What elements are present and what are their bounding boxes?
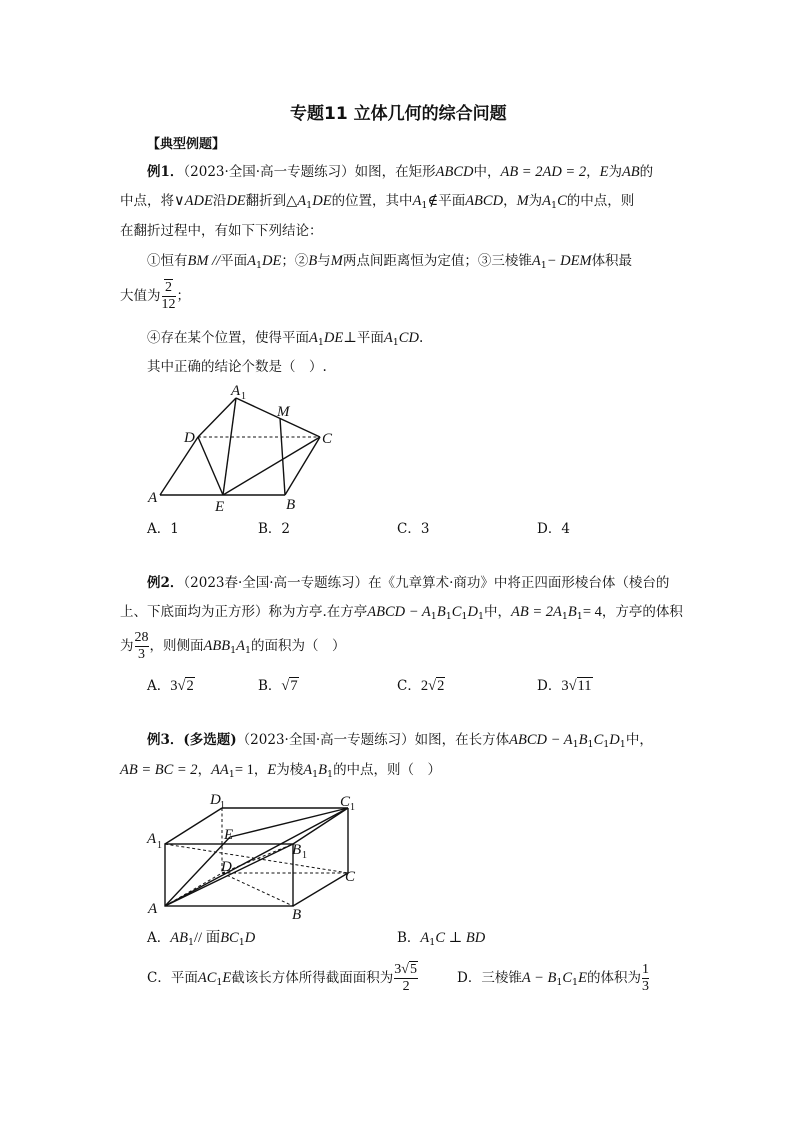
math: ∉ xyxy=(427,193,439,209)
math: AA xyxy=(211,762,229,778)
math: 3 xyxy=(170,678,178,694)
ex1-line2: 中点，将∨ADE沿DE翻折到$\triangle A_1DE$的位置，其中$A_1\notin$平面ABCD，M为$A_1C$的中点，则 xyxy=(120,193,635,211)
ex1-text: 大值为 xyxy=(120,288,161,304)
math: ABCD − A xyxy=(367,604,431,620)
ex3-text: 中， xyxy=(625,732,653,748)
ex1-label: 例1． xyxy=(147,164,184,180)
fraction xyxy=(642,962,649,995)
option-letter: D． xyxy=(457,970,482,986)
ex1-text: 体积最 xyxy=(591,253,633,269)
math: ABB xyxy=(203,638,231,654)
ex2-text: 的面积为（ ） xyxy=(251,638,346,654)
label-C: C xyxy=(322,431,333,447)
ex1-text: ；② xyxy=(281,253,309,269)
label-A1: A xyxy=(147,831,157,847)
svg-text:1: 1 xyxy=(220,800,225,811)
math: △A xyxy=(286,193,307,209)
ex1-line4: ①恒有BM //平面$A_1DE$；②B与M两点间距离恒为定值；③三棱锥$A_1-$ DEM体积最 xyxy=(147,253,633,271)
sqrt: 11 xyxy=(577,678,592,694)
option-letter: B． xyxy=(258,678,282,694)
sqrt: 2 xyxy=(186,678,194,694)
math: DE xyxy=(312,193,332,209)
math: D xyxy=(244,930,256,946)
ex2-option-a: A．3√2 xyxy=(147,678,194,694)
label-D1: D xyxy=(210,792,221,808)
hidden-A1C xyxy=(165,844,348,873)
ex1-option-c: C．3 xyxy=(397,521,430,537)
math: E xyxy=(599,164,609,180)
ex3-text: 为棱 xyxy=(276,762,304,778)
math: = 4 xyxy=(582,604,602,620)
label-B1: B xyxy=(292,842,302,858)
math: B xyxy=(308,253,318,269)
math-sub: 1 xyxy=(306,200,313,211)
ex3-option-a: A．$AB_1//$ 面$BC_1D$ xyxy=(147,930,256,948)
fraction-num: 3 xyxy=(394,962,402,977)
fraction-den: 3 xyxy=(135,646,149,663)
math: A xyxy=(309,330,318,346)
fraction-den: 2 xyxy=(394,978,418,995)
math: E xyxy=(578,970,587,986)
ex3-source: （2023·全国·高一专题练习） xyxy=(236,732,415,748)
ex1-option-d: D．4 xyxy=(537,521,570,537)
ex1-text: ， xyxy=(586,164,600,180)
sqrt: 2 xyxy=(165,280,172,295)
fraction-den: 12 xyxy=(161,297,176,312)
ex1-text: 如图，在矩形 xyxy=(354,164,436,180)
ex1-option-b: B．2 xyxy=(258,521,291,537)
math: AC xyxy=(197,970,217,986)
ex1-text: 的中点，则 xyxy=(566,193,635,209)
option-text: 平面 xyxy=(170,970,198,986)
math: AB = 2A xyxy=(511,604,562,620)
ex1-text: 中点，将 xyxy=(120,193,174,209)
ex3-option-d: D．三棱锥$A - B_1C_1E$的体积为 $\frac{1}{3}$ xyxy=(457,962,649,994)
math-sub: 1 xyxy=(540,260,547,271)
math: A xyxy=(420,930,430,946)
edge-BM xyxy=(280,418,285,495)
option-letter: C． xyxy=(397,678,421,694)
label-A1: A xyxy=(231,383,241,399)
math-sub: 1 xyxy=(255,260,263,271)
ex2-line2: 上、下底面均为正方形）称为方亭.在方亭ABCD − $A_1B_1C_1D_1$中，AB = $2A_1B_1= 4$，方亭的体积 xyxy=(120,604,683,622)
edge-A1D1 xyxy=(165,808,222,844)
ex1-text: 平面 xyxy=(356,330,384,346)
edge-DA1 xyxy=(198,398,236,437)
hidden-DB xyxy=(222,873,293,906)
ex1-figure xyxy=(140,380,350,515)
math-sub: 1 xyxy=(421,200,428,211)
label-E: E xyxy=(224,827,234,843)
math: E xyxy=(222,970,232,986)
label-A: A xyxy=(148,901,158,917)
math: M xyxy=(330,253,343,269)
math: ⊥ xyxy=(343,330,357,346)
ex1-text: ； xyxy=(176,288,190,304)
ex3-option-c: C．平面$AC_1E$截该长方体所得截面面积为 $\frac{3√5}{2}$ xyxy=(147,962,417,994)
ex1-text: ， xyxy=(503,193,517,209)
option-text: 截该长方体所得截面面积为 xyxy=(231,970,394,986)
math-sub: 1 xyxy=(551,200,558,211)
fraction-num: 1 xyxy=(641,962,649,977)
svg-text:1: 1 xyxy=(157,840,162,851)
edge-EC xyxy=(223,437,320,495)
math: A xyxy=(303,762,313,778)
ex2-text: 为 xyxy=(120,638,134,654)
ex3-option-b: B．$A_1C$ ⊥ BD xyxy=(397,930,486,948)
ex2-source: （2023春·全国·高一专题练习） xyxy=(183,575,369,591)
math: E xyxy=(267,762,277,778)
fraction: $\frac{3√5}{2}$ xyxy=(394,962,417,994)
ex2-line1 xyxy=(147,574,669,592)
ex1-text: 的 xyxy=(639,164,654,180)
fraction xyxy=(135,630,149,663)
ex1-source: （2023·全国·高一专题练习） xyxy=(183,164,355,180)
ex2-label: 例2． xyxy=(147,575,184,591)
ex1-option-a: A．1 xyxy=(147,521,179,537)
ex3-text: 的中点，则（ ） xyxy=(333,762,442,778)
math: ∨ADE xyxy=(174,193,213,209)
ex1-line5 xyxy=(120,280,190,313)
svg-text:1: 1 xyxy=(302,850,307,861)
math: ABCD xyxy=(465,193,504,209)
ex3-text: ， xyxy=(253,762,268,778)
ex1-text: ④存在某个位置，使得平面 xyxy=(147,330,309,346)
seg-EC1 xyxy=(230,808,348,837)
math: AB xyxy=(170,930,188,946)
ex1-text: 为 xyxy=(528,193,543,209)
ex2-option-b: B．√7 xyxy=(258,678,298,694)
edge-B1C1 xyxy=(293,808,348,844)
math: AB = 2AD = 2 xyxy=(500,164,587,180)
ex2-text: 中， xyxy=(484,604,511,620)
ex2-text: 上、下底面均为正方形）称为方亭.在方亭 xyxy=(120,604,368,620)
fraction-num: 28 xyxy=(134,630,149,645)
math: // 面 xyxy=(194,930,221,946)
fraction xyxy=(162,280,176,313)
math: − DEM xyxy=(546,253,592,269)
math: AB xyxy=(621,164,640,180)
math: 2 xyxy=(420,678,429,694)
option-letter: D． xyxy=(537,678,562,694)
edge-BC xyxy=(293,873,348,906)
label-D: D xyxy=(221,859,232,875)
math: C ⊥ BD xyxy=(435,930,486,946)
svg-text:1: 1 xyxy=(350,802,355,813)
label-A1-sub: 1 xyxy=(241,391,246,402)
ex2-line3: 为 $\frac{28}{3}$ ，则侧面$ABB_1A_1$的面积为（ ） xyxy=(120,630,346,662)
math-sub: 1 xyxy=(317,337,324,348)
label-B: B xyxy=(286,497,296,513)
ex3-line2: AB = BC = 2，$AA_1= 1$，E为棱$A_1B_1$的中点，则（ ） xyxy=(120,762,442,780)
ex1-text: 平面 xyxy=(220,253,248,269)
ex1-text: ①恒有 xyxy=(147,253,188,269)
math: A xyxy=(412,193,422,209)
option-text: 三棱锥 xyxy=(481,970,522,986)
math: DE xyxy=(226,193,246,209)
math: ABCD xyxy=(435,164,474,180)
ex1-text: 中， xyxy=(473,164,501,180)
label-C: C xyxy=(345,869,356,885)
math: M xyxy=(516,193,529,209)
ex3-text: ， xyxy=(197,762,212,778)
edge-A1E xyxy=(223,398,236,495)
ex1-question: 其中正确的结论个数是（ ）. xyxy=(147,359,327,375)
math: AB = BC = 2 xyxy=(120,762,198,778)
label-B: B xyxy=(292,907,302,923)
ex2-text: ，方亭的体积 xyxy=(601,604,683,620)
page-title: 专题11 立体几何的综合问题 xyxy=(290,104,507,124)
ex2-text: 在《九章算术·商功》中将正四面形棱台体（棱台的 xyxy=(368,575,670,591)
math: A − B xyxy=(521,970,557,986)
math: A xyxy=(531,253,541,269)
label-D: D xyxy=(184,430,195,446)
label-M: M xyxy=(277,404,290,420)
math-sub: 1 xyxy=(392,337,399,348)
ex2-option-d: D．3√11 xyxy=(537,678,592,694)
label-E: E xyxy=(215,499,225,515)
option-letter: A． xyxy=(147,678,171,694)
math: ABCD − A xyxy=(509,732,573,748)
option-letter: A． xyxy=(147,930,171,946)
math: A xyxy=(383,330,393,346)
sqrt: 7 xyxy=(290,678,298,694)
edge-BC xyxy=(285,437,320,495)
label-C1: C xyxy=(340,794,351,810)
sqrt: 2 xyxy=(437,678,445,694)
math: A xyxy=(542,193,552,209)
math: A xyxy=(247,253,256,269)
sqrt: 5 xyxy=(409,962,417,977)
ex1-text: 平面 xyxy=(438,193,466,209)
diag-AC1 xyxy=(165,808,348,906)
ex3-text: 如图，在长方体 xyxy=(414,732,510,748)
option-letter: C． xyxy=(147,970,171,986)
ex3-line1: 例3．(多选题)（2023·全国·高一专题练习）如图，在长方体ABCD − $A_1B_1C_1D_1$中， xyxy=(147,732,653,750)
ex1-line1 xyxy=(147,163,653,181)
ex1-line3: 在翻折过程中，有如下下列结论： xyxy=(120,223,323,239)
option-text: 的体积为 xyxy=(586,970,641,986)
ex2-text: ，则侧面 xyxy=(149,638,204,654)
ex3-label: 例3．(多选题) xyxy=(147,732,237,748)
ex1-text: 的位置，其中 xyxy=(331,193,413,209)
ex3-figure xyxy=(140,786,380,924)
math: BC xyxy=(220,930,239,946)
section-heading: 【典型例题】 xyxy=(147,137,226,152)
ex2-option-c: C．2√2 xyxy=(397,678,445,694)
ex1-text: . xyxy=(418,330,424,346)
label-A: A xyxy=(148,490,158,506)
option-letter: B． xyxy=(397,930,421,946)
math: = 1 xyxy=(234,762,254,778)
math: 3 xyxy=(561,678,569,694)
ex1-text: 沿 xyxy=(212,193,227,209)
math: C xyxy=(562,970,573,986)
fraction-den: 3 xyxy=(641,979,649,994)
ex1-line6: ④存在某个位置，使得平面$A_1DE\perp$平面$A_1CD$. xyxy=(147,330,424,348)
ex1-text: 与 xyxy=(317,253,331,269)
math: BM // xyxy=(187,253,221,269)
ex1-text: 翻折到 xyxy=(245,193,287,209)
ex1-text: 两点间距离恒为定值；③三棱锥 xyxy=(342,253,532,269)
edge-DE xyxy=(198,437,223,495)
ex1-text: 为 xyxy=(608,164,622,180)
